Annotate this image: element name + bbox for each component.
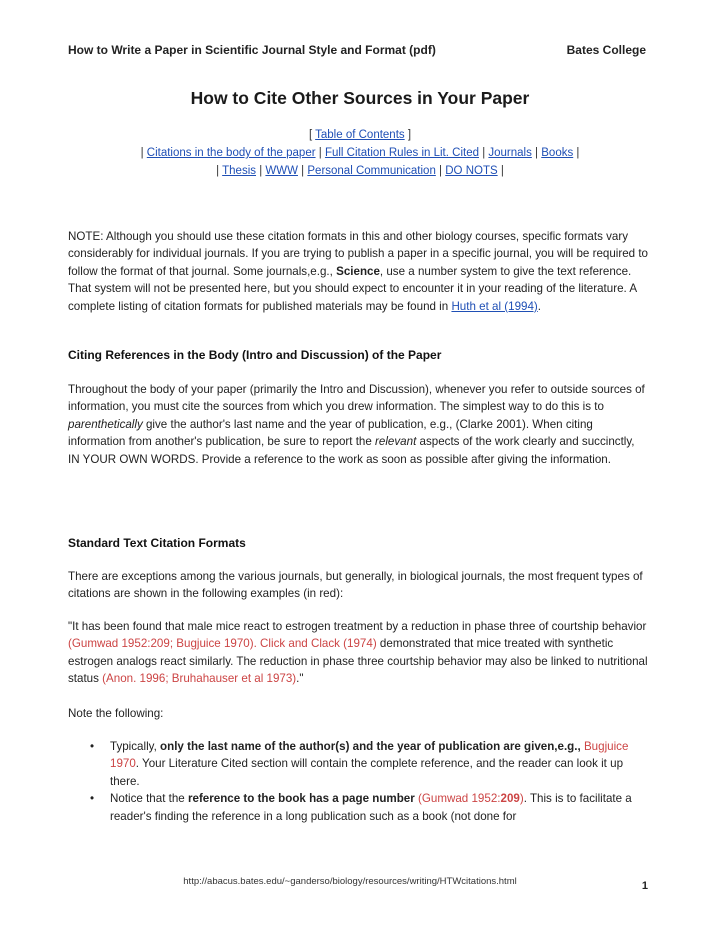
bullet-item-2	[88, 790, 648, 825]
bullet1-text-pre: Typically,	[110, 740, 161, 753]
note-text-2: , use a number system to give the text reference. That system will not be presented here, but you should expect to encounter it in your reading of the literature. A complete listing of citation formats for published materials may be found in	[68, 264, 637, 313]
bullet2-citation-page: 209	[500, 792, 520, 806]
link-table-of-contents[interactable]: Table of Contents	[315, 129, 405, 141]
bullet2-citation-end: )	[519, 792, 524, 806]
bullet1-bold: only the last name of the author(s) and the year of publication are given,e.g.,	[160, 740, 581, 753]
citing-italic-1: parenthetically	[68, 417, 143, 431]
link-do-nots[interactable]: DO NOTS	[445, 165, 498, 177]
link-huth-1994[interactable]: Huth et al (1994)	[451, 299, 538, 313]
quote-citation-1: (Gumwad 1952:209; Bugjuice 1970). Click and Clack (1974)	[68, 637, 377, 651]
note-paragraph	[68, 228, 648, 315]
bullet2-citation	[418, 792, 524, 805]
link-personal-communication[interactable]: Personal Communication	[307, 165, 436, 177]
running-header-title: How to Write a Paper in Scientific Journal Style and Format (pdf)	[68, 43, 436, 57]
example-quote-paragraph	[68, 618, 648, 688]
page-title: How to Cite Other Sources in Your Paper	[190, 88, 530, 108]
formats-intro-text: There are exceptions among the various journals, but generally, in biological journals, the most frequent types of citations are shown in the following examples (in red):	[68, 570, 643, 601]
citing-text-1: Throughout the body of your paper (primarily the Intro and Discussion), whenever you refer to outside sources of information, you must cite the sources from which you drew information. The simplest way to do this is to	[68, 383, 645, 414]
section-heading-standard-formats: Standard Text Citation Formats	[68, 536, 246, 550]
quote-text-3: ."	[296, 672, 304, 686]
link-www[interactable]: WWW	[265, 165, 298, 177]
link-books[interactable]: Books	[541, 147, 574, 159]
nav-row-1: | Citations in the body of the paper | Full Citation Rules in Lit. Cited | Journals | Books |	[140, 147, 580, 159]
bullet1-citation: Bugjuice 1970	[110, 740, 629, 771]
citing-text-2: give the author's last name and the year of publication, e.g., (Clarke 2001). When citing information from another's publication, be sure to report the	[68, 417, 593, 449]
section-navigation	[0, 126, 720, 180]
note-text-3: .	[537, 299, 542, 313]
quote-citation-2: (Anon. 1996; Bruhahauser et al 1973)	[102, 672, 297, 686]
page-number: 1	[641, 880, 648, 892]
bullet2-citation-text: (Gumwad 1952:	[418, 792, 501, 806]
citing-text-3: aspects of the work clearly and succinctly, IN YOUR OWN WORDS. Provide a reference to the work as soon as possible after giving the information.	[68, 435, 635, 466]
bullet2-text-post: . This is to facilitate a reader's finding the reference in a long publication such as a book (not done for	[110, 792, 632, 823]
running-header-institution: Bates College	[566, 43, 646, 57]
link-journals[interactable]: Journals	[488, 147, 532, 159]
bullet1-text-post: . Your Literature Cited section will contain the complete reference, and the reader can look it up there.	[110, 757, 624, 788]
nav-row-2: | Thesis | WWW | Personal Communication | DO NOTS |	[216, 165, 504, 177]
citing-body-paragraph	[68, 381, 648, 468]
bullet-dot-icon: •	[90, 792, 95, 806]
quote-text-1: "It has been found that male mice react to estrogen treatment by a reduction in phase three of courtship behavior	[68, 620, 647, 633]
note-science-bold: Science	[336, 264, 380, 278]
bullet2-bold: reference to the book has a page number	[187, 792, 415, 806]
note-following-line	[68, 705, 648, 722]
quote-text-2: demonstrated that mice treated with synthetic estrogen analogs react similarly. The reduction in phase three courtship behavior may also be linked to nutritional status	[68, 637, 648, 686]
note-text-1: NOTE: Although you should use these citation formats in this and other biology courses, specific formats vary considerably for individual journals. If you are trying to publish a paper in a specific journal, you will be required to follow the format of that journal. Some journals,e.g.,	[68, 230, 649, 278]
link-citations-body[interactable]: Citations in the body of the paper	[146, 147, 316, 159]
section-heading-citing-body: Citing References in the Body (Intro and Discussion) of the Paper	[68, 348, 442, 362]
bullet-item-1	[88, 738, 648, 790]
citing-italic-2: relevant	[375, 435, 417, 449]
bullet-dot-icon: •	[90, 740, 95, 753]
footer-url: http://abacus.bates.edu/~ganderso/biology/resources/writing/HTWcitations.html	[183, 876, 517, 887]
formats-intro-paragraph	[68, 568, 648, 603]
notes-bullet-list	[88, 738, 648, 825]
link-full-citation-rules[interactable]: Full Citation Rules in Lit. Cited	[324, 147, 479, 159]
toc-line: [ Table of Contents ]	[308, 129, 412, 141]
bullet2-text-pre: Notice that the	[110, 792, 188, 806]
note-following-text: Note the following:	[68, 707, 164, 720]
link-thesis[interactable]: Thesis	[222, 165, 257, 177]
